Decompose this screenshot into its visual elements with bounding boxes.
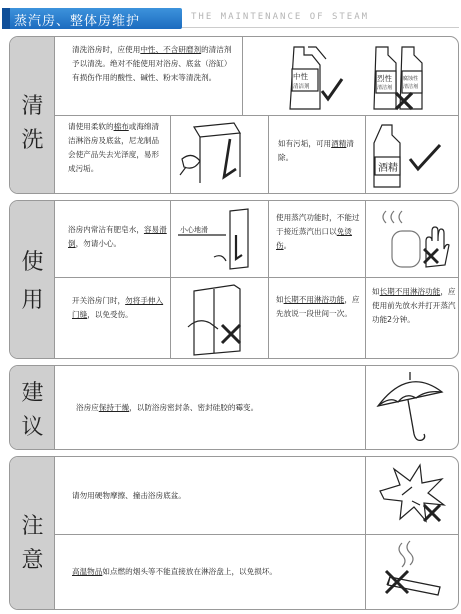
row-divider (55, 277, 458, 278)
clean-instruction-1: 清洗浴房时，应使用中性、不含研磨剂的清洁剂予以清洗。绝对不能使用对浴房、底盆（浴缸）有损伤作用的酸性、碱性、粉末等清洗剂。 (72, 45, 232, 82)
header-accent (2, 8, 10, 29)
bottle-label: 腐蚀性 (403, 76, 419, 82)
alcohol-bottle-illustration (372, 119, 456, 191)
note-instruction-1: 请勿用硬物摩擦、撞击浴房底盆。 (72, 491, 186, 500)
cigarette-warning-illustration (372, 537, 456, 607)
wiping-surface-illustration (174, 119, 264, 191)
tab-char: 使 (21, 250, 44, 275)
tab-char: 洗 (21, 128, 44, 153)
note-instruction-2: 高温物品如点燃的烟头等不能直接放在淋浴盘上，以免损坏。 (72, 567, 278, 576)
cleaner-bottles-illustration (246, 41, 456, 113)
tab-char: 用 (21, 288, 44, 313)
door-gap-hand-illustration (174, 281, 264, 357)
suggest-instruction: 浴房应保持干燥，以防浴房密封条、密封硅胶的霉变。 (76, 403, 259, 412)
section-suggest (9, 365, 459, 450)
row-divider (55, 115, 458, 116)
bottle-label: 清洁剂 (377, 85, 393, 91)
col-divider (365, 115, 366, 193)
clean-instruction-2: 请使用柔软的棉布或海绵清洁淋浴房及底盆，尼龙制品会使产品失去光泽度，易形成污垢。 (68, 122, 160, 173)
col-divider (242, 37, 243, 115)
tab-char: 议 (21, 415, 44, 440)
col-divider (365, 201, 366, 358)
col-divider (170, 115, 171, 193)
caution-sign-text: 小心地滑 (180, 226, 208, 234)
section-tab-clean (10, 37, 55, 193)
col-divider (268, 115, 269, 193)
slippery-floor-illustration (174, 205, 264, 275)
bottle-label: 清洁剂 (293, 84, 310, 90)
tab-char: 清 (21, 94, 44, 119)
tab-char: 意 (21, 548, 44, 573)
use-instruction-5: 如长期不用淋浴功能，应使用前先放水并打开蒸汽功能2分钟。 (372, 287, 456, 324)
section-tab-suggest (10, 366, 55, 449)
col-divider (365, 457, 366, 609)
use-instruction-2: 使用蒸汽功能时，不能过于接近蒸汽出口以免烫伤。 (276, 213, 360, 250)
page-subtitle-en: THE MAINTENANCE OF STEAM (191, 12, 370, 22)
header-banner (2, 8, 182, 29)
col-divider (365, 366, 366, 449)
use-instruction-1: 浴房内常沾有肥皂水，容易滑倒，勿请小心。 (68, 225, 167, 248)
impact-damage-illustration (372, 461, 456, 531)
header-rule (182, 27, 459, 28)
use-instruction-3: 开关浴房门时，勿将手伸入门缝，以免受伤。 (72, 296, 164, 319)
steam-hand-illustration (372, 205, 456, 275)
umbrella-icon (372, 370, 456, 448)
section-use (9, 200, 459, 359)
row-divider (55, 534, 458, 535)
tab-char: 注 (21, 514, 44, 539)
bottle-label: 清洁剂 (403, 84, 419, 90)
clean-instruction-3: 如有污垢，可用酒精清除。 (278, 139, 354, 162)
bottle-label: 中性 (293, 72, 308, 81)
tab-char: 建 (21, 381, 44, 406)
section-tab-use (10, 201, 55, 358)
section-tab-note (10, 457, 55, 609)
use-instruction-4: 如长期不用淋浴功能，应先放说一段世间一次。 (276, 295, 360, 318)
section-note (9, 456, 459, 610)
page-title: 蒸汽房、整体房维护 (14, 14, 141, 29)
col-divider (170, 201, 171, 358)
bottle-label: 烈性 (377, 74, 392, 83)
section-clean (9, 36, 459, 194)
col-divider (268, 201, 269, 358)
bottle-label: 酒精 (378, 163, 398, 174)
